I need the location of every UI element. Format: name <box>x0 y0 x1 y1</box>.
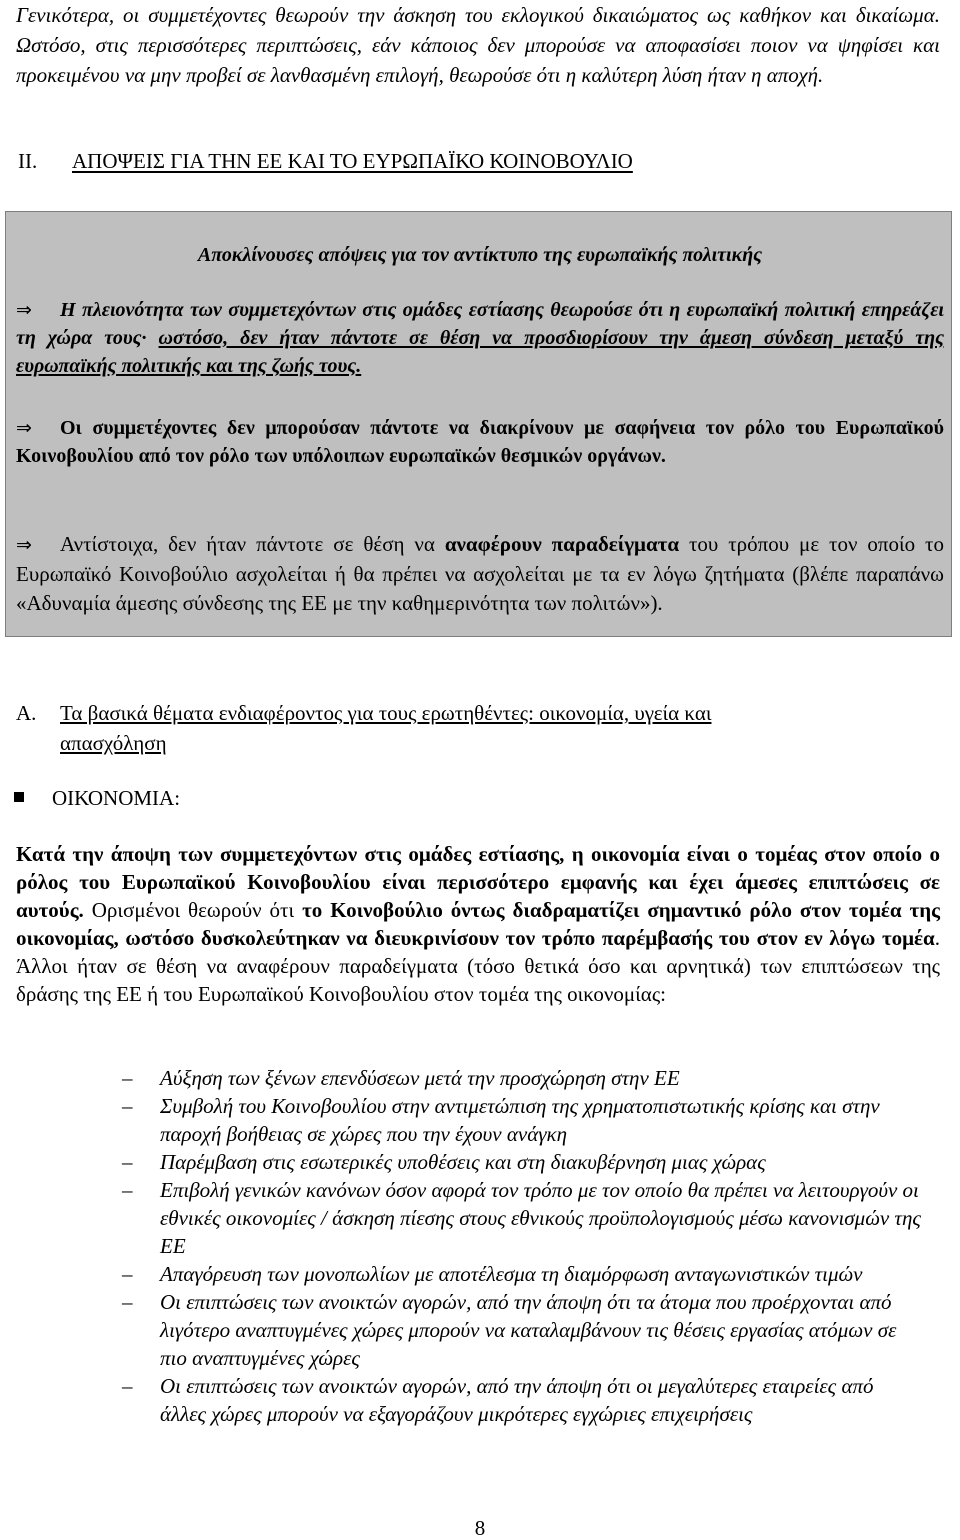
dash-icon: – <box>122 1150 133 1174</box>
section-title: ΑΠΟΨΕΙΣ ΓΙΑ ΤΗΝ ΕΕ ΚΑΙ ΤΟ ΕΥΡΩΠΑΪΚΟ ΚΟΙΝΟΒΟΥΛΙΟ <box>72 149 633 173</box>
economy-paragraph: Κατά την άποψη των συμμετεχόντων στις ομάδες εστίασης, η οικονομία είναι ο τομέας στον οποίο ο ρόλος του Ευρωπαϊκού Κοινοβουλίου είναι περισσότερο εμφανής και έχει άμεσες επιπτώσεις σε αυτούς. Ορισμένοι θεωρούν ότι το Κοινοβούλιο όντως διαδραματίζει σημαντικό ρόλο στον τομέα της οικονομίας, ωστόσο δυσκολεύτηκαν να διευκρινίσουν τον τρόπο παρέμβασής του στον εν λόγω τομέα. Άλλοι ήταν σε θέση να αναφέρουν παραδείγματα (τόσο θετικά όσο και αρνητικά) των επιπτώσεων της δράσης της ΕΕ ή του Ευρωπαϊκού Κοινοβουλίου στον τομέα της οικονομίας: <box>16 842 941 1006</box>
section-heading <box>18 147 938 175</box>
list-item: – Συμβολή του Κοινοβουλίου στην αντιμετώπιση της χρηματοπιστωτικής κρίσης και στην παροχή βοήθειας σε χώρες που την έχουν ανάγκη <box>122 1094 880 1146</box>
dash-icon: – <box>122 1178 133 1202</box>
list-item: – Οι επιπτώσεις των ανοικτών αγορών, από την άποψη ότι οι μεγαλύτερες εταιρείες από άλλες χώρες μπορούν να εξαγοράζουν μικρότερες εγχώριες επιχειρήσεις <box>122 1374 874 1426</box>
arrow-icon: ⇒ <box>16 299 32 321</box>
dash-icon: – <box>122 1290 133 1314</box>
dash-icon: – <box>122 1066 133 1090</box>
intro-paragraph: Γενικότερα, οι συμμετέχοντες θεωρούν την άσκηση του εκλογικού δικαιώματος ως καθήκον και δικαίωμα. Ωστόσο, στις περισσότερες περιπτώσεις, εάν κάποιος δεν μπορούσε να αποφασίσει ποιον να ψηφίσει και προκειμένου να μην προβεί σε λανθασμένη επιλογή, θεωρούσε ότι η καλύτερη λύση ήταν η αποχή. <box>16 3 940 87</box>
economy-heading: ΟΙΚΟΝΟΜΙΑ: <box>14 784 514 812</box>
list-item: – Οι επιπτώσεις των ανοικτών αγορών, από την άποψη ότι τα άτομα που προέρχονται από λιγότερο αναπτυγμένες χώρες μπορούν να καταλαμβάνουν τις θέσεις εργασίας ατόμων σε πιο αναπτυγμένες χώρες <box>122 1290 897 1370</box>
section-number: II. <box>18 149 38 173</box>
square-bullet-icon <box>14 792 24 802</box>
subsection-number: Α. <box>16 701 37 725</box>
list-item: – Επιβολή γενικών κανόνων όσον αφορά τον τρόπο με τον οποίο θα πρέπει να λειτουργούν οι εθνικές οικονομίες / άσκηση πίεσης στους εθνικούς προϋπολογισμούς μέσω κανονισμών της ΕΕ <box>122 1178 921 1258</box>
underlined-text: ωστόσο, δεν ήταν πάντοτε σε θέση να προσδιορίσουν την άμεση σύνδεση μεταξύ της ευρωπαϊκής πολιτικής και της ζωής τους. <box>16 327 944 377</box>
arrow-icon: ⇒ <box>16 417 32 439</box>
subsection-title: Τα βασικά θέματα ενδιαφέροντος για τους ερωτηθέντες: οικονομία, υγεία και <box>60 701 712 725</box>
examples-list <box>122 1064 922 1428</box>
box-paragraph-3: ⇒ Αντίστοιχα, δεν ήταν πάντοτε σε θέση να αναφέρουν παραδείγματα του τρόπου με τον οποίο το Ευρωπαϊκό Κοινοβούλιο ασχολείται ή θα πρέπει να ασχολείται με τα εν λόγω ζητήματα (βλέπε παραπάνω «Αδυναμία άμεσης σύνδεσης της ΕΕ με την καθημερινότητα των πολιτών»). <box>16 532 944 615</box>
list-item: – Παρέμβαση στις εσωτερικές υποθέσεις και στη διακυβέρνηση μιας χώρας <box>122 1150 766 1174</box>
page-number: 8 <box>474 1516 486 1540</box>
dash-icon: – <box>122 1094 133 1118</box>
arrow-icon: ⇒ <box>16 534 32 556</box>
list-item: – Αύξηση των ξένων επενδύσεων μετά την προσχώρηση στην ΕΕ <box>122 1066 680 1090</box>
dash-icon: – <box>122 1262 133 1286</box>
box-paragraph-2: ⇒ Οι συμμετέχοντες δεν μπορούσαν πάντοτε να διακρίνουν με σαφήνεια τον ρόλο του Ευρωπαϊκού Κοινοβουλίου από τον ρόλο των υπόλοιπων ευρωπαϊκών θεσμικών οργάνων. <box>16 414 944 470</box>
list-item: – Απαγόρευση των μονοπωλίων με αποτέλεσμα τη διαμόρφωση ανταγωνιστικών τιμών <box>122 1262 863 1286</box>
subsection-heading: Α. Τα βασικά θέματα ενδιαφέροντος για τους ερωτηθέντες: οικονομία, υγεία και απασχόληση <box>16 698 940 758</box>
box-title: Αποκλίνουσες απόψεις για τον αντίκτυπο της ευρωπαϊκής πολιτικής <box>197 244 763 266</box>
dash-icon: – <box>122 1374 133 1398</box>
box-paragraph-1: ⇒ Η πλειονότητα των συμμετεχόντων στις ομάδες εστίασης θεωρούσε ότι η ευρωπαϊκή πολιτική επηρεάζει τη χώρα τους· ωστόσο, δεν ήταν πάντοτε σε θέση να προσδιορίσουν την άμεση σύνδεση μεταξύ της ευρωπαϊκής πολιτικής και της ζωής τους. <box>16 296 944 380</box>
